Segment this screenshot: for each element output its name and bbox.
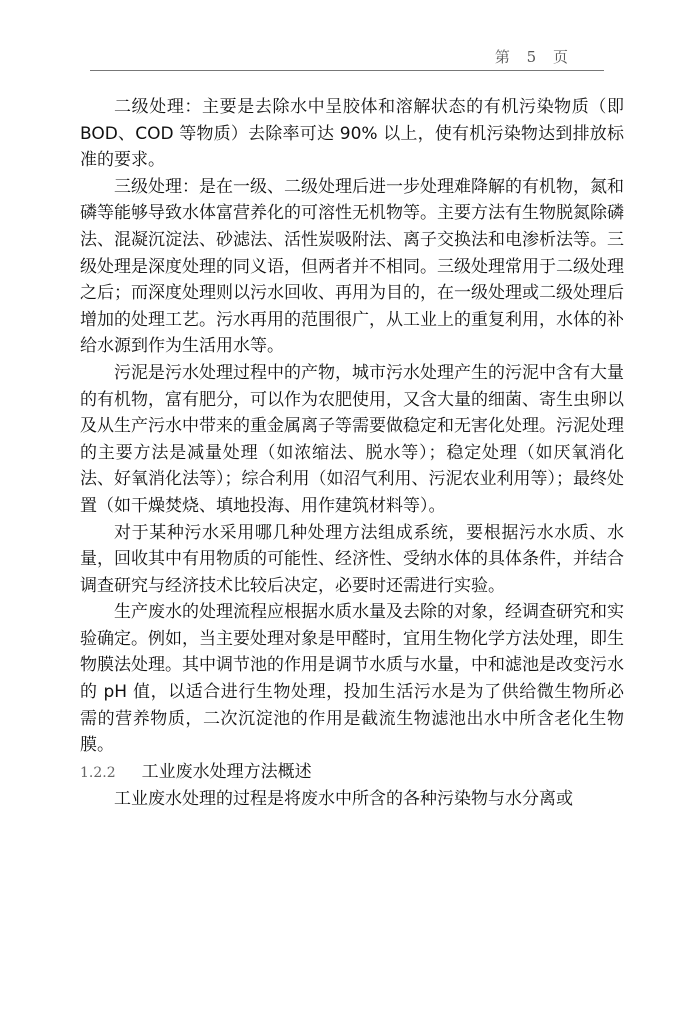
paragraph-system-selection: 对于某种污水采用哪几种处理方法组成系统，要根据污水水质、水量，回收其中有用物质的可能性、经济性、受纳水体的具体条件，并结合调查研究与经济技术比较后决定，必要时还需进行实验。 [80,522,624,596]
page-number: 第 5 页 [494,48,574,66]
paragraph-secondary-treatment: 二级处理：主要是去除水中呈胶体和溶解状态的有机污染物质（即 BOD、COD 等物质）去除率可达 90% 以上，使有机污染物达到排放标准的要求。 [80,97,624,171]
section-number: 1.2.2 [80,764,116,781]
page-header [90,40,604,71]
paragraph-sludge: 污泥是污水处理过程中的产物，城市污水处理产生的污泥中含有大量的有机物，富有肥分，可以作为农肥使用，又含大量的细菌、寄生虫卵以及从生产污水中带来的重金属离子等需要做稳定和无害化处理。污泥处理的主要方法是减量处理（如浓缩法、脱水等）；稳定处理（如厌氧消化法、好氧消化法等）；综合利用（如沼气利用、污泥农业利用等）；最终处置（如干燥焚烧、填地投海、用作建筑材料等）。 [80,362,624,516]
paragraph-tertiary-treatment: 三级处理：是在一级、二级处理后进一步处理难降解的有机物，氮和磷等能够导致水体富营养化的可溶性无机物等。主要方法有生物脱氮除磷法、混凝沉淀法、砂滤法、活性炭吸附法、离子交换法和电渗析法等。三级处理是深度处理的同义语，但两者并不相同。三级处理常用于二级处理之后；而深度处理则以污水回收、再用为目的，在一级处理或二级处理后增加的处理工艺。污水再用的范围很广，从工业上的重复利用，水体的补给水源到作为生活用水等。 [80,176,624,357]
document-body [80,94,624,813]
section-title: 工业废水处理方法概述 [141,761,312,782]
paragraph-process-flow: 生产废水的处理流程应根据水质水量及去除的对象，经调查研究和实验确定。例如，当主要处理对象是甲醛时，宜用生物化学方法处理，即生物膜法处理。其中调节池的作用是调节水质与水量，中和滤池是改变污水的 pH 值，以适合进行生物处理，投加生活污水是为了供给微生物所必需的营养物质，二次沉淀池的作用是截流生物滤池出水中所含老化生物膜。 [80,602,624,756]
section-heading [80,759,624,787]
paragraph-industrial-wastewater: 工业废水处理的过程是将废水中所含的各种污染物与水分离或 [114,789,573,810]
